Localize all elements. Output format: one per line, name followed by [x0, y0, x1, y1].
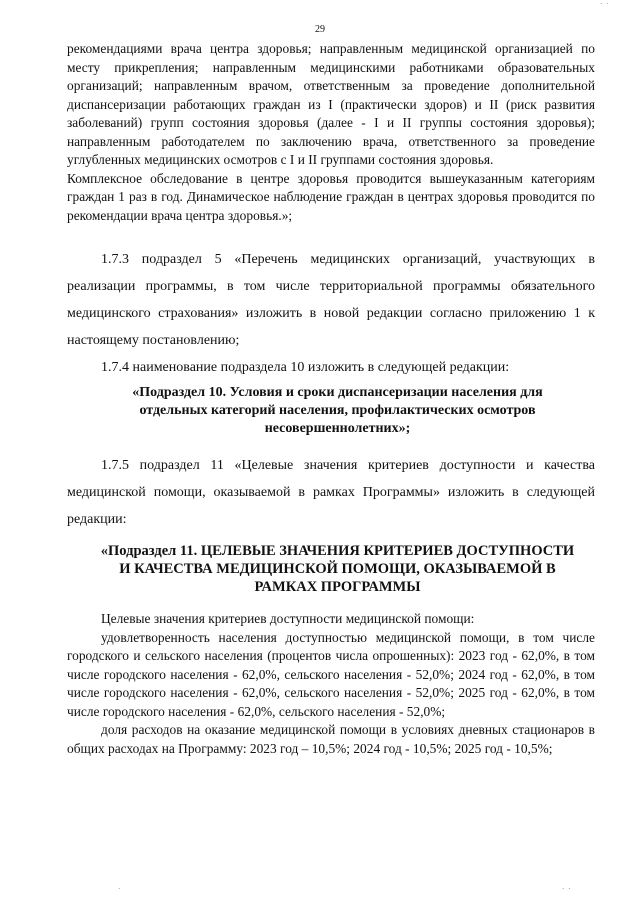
item-1-7-3 [67, 246, 595, 354]
item-1-7-4 [67, 354, 595, 381]
centers-referral-text: рекомендациями врача центра здоровья; направленным медицинской организацией по месту прикрепления; направленным медицинскими работниками образовательных организаций; направленным врачом, ответственным за проведение дополнительной диспансеризации работающих граждан из I (практически здоров) и II (риск развития заболеваний) групп состояния здоровья (далее - I и II группы состояния здоровья); направленным работодателем по заключению врача, ответственного за проведение углубленных медицинских осмотров с I и II группами состояния здоровья. [67, 41, 595, 167]
subsection-11-heading: «Подраздел 11. ЦЕЛЕВЫЕ ЗНАЧЕНИЯ КРИТЕРИЕВ ДОСТУПНОСТИ И КАЧЕСТВА МЕДИЦИНСКОЙ ПОМОЩИ, ОКАЗЫВАЕМОЙ В РАМКАХ ПРОГРАММЫ [100, 543, 575, 595]
paragraph-1-7-4: 1.7.4 наименование подраздела 10 изложить в следующей редакции: [101, 360, 510, 375]
criteria-intro: Целевые значения критериев доступности медицинской помощи: [101, 611, 475, 626]
day-hospital-expenses-criterion: доля расходов на оказание медицинской помощи в условиях дневных стационаров в общих расходах на Программу: 2023 год – 10,5%; 2024 год - 10,5%; 2025 год - 10,5%; [67, 722, 595, 756]
paragraph-1-7-5: 1.7.5 подраздел 11 «Целевые значения критериев доступности и качества медицинской помощи, оказываемой в рамках Программы» изложить в следующей редакции: [67, 458, 595, 527]
continuation-paragraph-block [67, 40, 595, 225]
comprehensive-exam-text: Комплексное обследование в центре здоровья проводится вышеуказанным категориям граждан 1 раз в год. Динамическое наблюдение граждан в центрах здоровья проводится по рекомендации врача центра здоровья.»; [67, 170, 595, 223]
page-number: 29 [315, 24, 325, 35]
subsection-10-heading: «Подраздел 10. Условия и сроки диспансеризации населения для отдельных категорий населения, профилактических осмотров несовершеннолетних»; [132, 385, 543, 436]
paragraph-1-7-3: 1.7.3 подраздел 5 «Перечень медицинских организаций, участвующих в реализации программы, в том числе территориальной программы обязательного медицинского страхования» изложить в новой редакции согласно приложению 1 к настоящему постановлению; [67, 252, 595, 348]
item-1-7-5 [67, 452, 595, 533]
criteria-block [67, 610, 595, 758]
scan-mark-right: · · [562, 885, 572, 893]
scan-mark-top-right: · · [600, 0, 610, 8]
scan-mark-left: · [118, 885, 122, 893]
satisfaction-criterion: удовлетворенность населения доступностью медицинской помощи, в том числе городского и сельского населения (процентов числа опрошенных): 2023 год - 62,0%, в том числе городского населения - 62,0%, сельского населения - 52,0%; 2024 год - 62,0%, в том числе городского населения - 62,0%, сельского населения - 52,0%; 2025 год - 62,0%, в том числе городского населения - 62,0%, сельского населения - 52,0%; [67, 629, 595, 719]
